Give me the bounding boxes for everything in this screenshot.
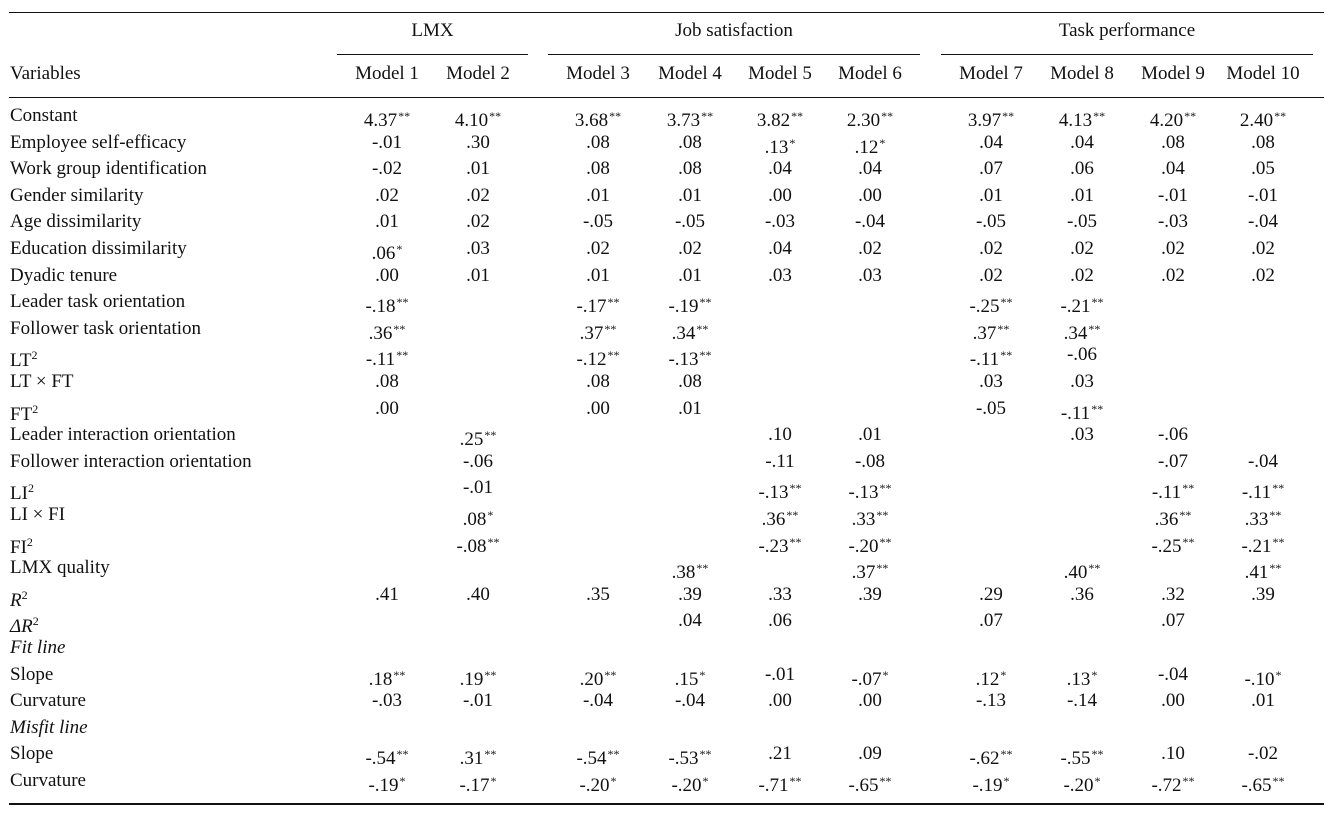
table-cell: .15*	[674, 667, 706, 690]
table-cell: .00	[586, 397, 610, 419]
table-cell: .37**	[851, 561, 889, 584]
table-cell: -.19*	[368, 774, 406, 796]
table-cell: -.20*	[579, 774, 617, 796]
table-cell: .03	[466, 238, 490, 259]
variable-label: Employee self-efficacy	[10, 131, 187, 153]
group-header: Task performance	[1058, 20, 1196, 41]
table-cell: -.01	[764, 663, 796, 685]
table-cell: .20**	[579, 667, 617, 690]
table-cell: .00	[1161, 690, 1185, 712]
table-cell: -.04	[1157, 663, 1189, 685]
table-cell: .08	[1251, 131, 1275, 153]
variable-label: Slope	[10, 743, 54, 765]
table-cell: .39	[858, 583, 882, 605]
table-cell: -.05	[975, 211, 1007, 233]
table-cell: -.72**	[1151, 774, 1195, 796]
table-cell: -.21**	[1060, 295, 1104, 318]
model-header: Model 6	[838, 63, 902, 84]
table-cell: -.04	[674, 690, 706, 712]
table-cell: -.71**	[758, 774, 802, 796]
table-cell: .30	[466, 131, 490, 153]
variable-label: Leader interaction orientation	[10, 424, 236, 446]
table-cell: .04	[678, 610, 702, 632]
model-header: Model 1	[355, 63, 419, 84]
table-cell: .04	[858, 158, 882, 180]
table-cell: -.08	[854, 450, 886, 472]
table-cell: .36**	[368, 321, 406, 344]
table-cell: .35	[586, 583, 610, 605]
variable-label: Work group identification	[10, 158, 207, 180]
table-cell: .33	[768, 583, 792, 605]
table-cell: -.54**	[365, 747, 409, 770]
bottom-rule	[9, 803, 1324, 805]
table-cell: -.11**	[365, 348, 409, 371]
table-cell: .02	[979, 264, 1003, 286]
table-cell: .37**	[579, 321, 617, 344]
table-cell: .08	[586, 371, 610, 392]
table-cell: .32	[1161, 583, 1185, 605]
model-header: Model 3	[566, 63, 630, 84]
variables-header: Variables	[10, 63, 81, 84]
table-cell: -.65**	[1241, 774, 1285, 796]
table-cell: .03	[1070, 371, 1094, 392]
table-cell: .03	[1070, 424, 1094, 446]
table-cell: -.54**	[576, 747, 620, 770]
table-cell: -.55**	[1060, 747, 1104, 770]
table-cell: .02	[858, 238, 882, 259]
table-cell: 4.10**	[454, 109, 502, 131]
model-header: Model 2	[446, 63, 510, 84]
table-cell: -.04	[1247, 211, 1279, 233]
table-cell: -.19*	[972, 774, 1010, 796]
group-underline	[941, 54, 1313, 55]
table-cell: .36**	[1154, 508, 1192, 530]
table-cell: .40	[466, 583, 490, 605]
table-cell: .00	[768, 184, 792, 206]
table-cell: -.10*	[1244, 667, 1282, 690]
variable-label: Slope	[10, 663, 54, 685]
table-cell: -.05	[975, 397, 1007, 419]
table-cell: .06	[1070, 158, 1094, 180]
table-cell: .04	[1161, 158, 1185, 180]
table-cell: -.53**	[668, 747, 712, 770]
table-cell: .01	[678, 184, 702, 206]
table-cell: -.19**	[668, 295, 712, 318]
table-cell: .13*	[764, 135, 796, 158]
table-cell: .01	[858, 424, 882, 446]
table-cell: .31**	[459, 747, 497, 770]
variable-label: Leader task orientation	[10, 291, 186, 313]
table-cell: -.13**	[848, 481, 892, 504]
table-cell: .08	[678, 131, 702, 153]
table-cell: -.06	[1157, 424, 1189, 446]
table-cell: -.17**	[576, 295, 620, 318]
table-cell: .39	[1251, 583, 1275, 605]
table-cell: .00	[858, 184, 882, 206]
table-cell: .36	[1070, 583, 1094, 605]
model-header: Model 10	[1226, 63, 1300, 84]
variable-label: $R^2$	[10, 587, 28, 611]
model-header: Model 9	[1141, 63, 1205, 84]
table-cell: -.04	[854, 211, 886, 233]
table-cell: .12*	[854, 135, 886, 158]
table-cell: -.01	[462, 477, 494, 499]
variable-label: Dyadic tenure	[10, 264, 118, 286]
table-cell: -.18**	[365, 295, 409, 318]
table-cell: .00	[375, 397, 399, 419]
table-cell: .05	[1251, 158, 1275, 180]
table-cell: .04	[979, 131, 1003, 153]
table-cell: .07	[979, 158, 1003, 180]
table-cell: -.25**	[969, 295, 1013, 318]
table-cell: -.02	[1247, 743, 1279, 765]
table-cell: .02	[586, 238, 610, 259]
top-rule	[9, 12, 1324, 13]
table-cell: .01	[1251, 690, 1275, 712]
table-cell: 4.20**	[1149, 109, 1197, 131]
table-cell: .07	[1161, 610, 1185, 632]
table-cell: -.08**	[456, 534, 500, 557]
table-cell: -.01	[1157, 184, 1189, 206]
table-cell: 4.13**	[1058, 109, 1106, 131]
table-cell: -.62**	[969, 747, 1013, 770]
table-cell: .41**	[1244, 561, 1282, 584]
table-cell: .08	[1161, 131, 1185, 153]
variable-label: Follower task orientation	[10, 317, 202, 339]
table-cell: .01	[979, 184, 1003, 206]
table-cell: .08	[678, 371, 702, 392]
table-cell: -.12**	[576, 348, 620, 371]
table-cell: .03	[979, 371, 1003, 392]
table-cell: .02	[1251, 238, 1275, 259]
table-cell: .38**	[671, 561, 709, 584]
table-cell: .02	[1070, 264, 1094, 286]
table-cell: -.23**	[758, 534, 802, 557]
table-cell: .21	[768, 743, 792, 765]
table-cell: -.14	[1066, 690, 1098, 712]
table-cell: 2.30**	[846, 109, 894, 131]
variable-label: $LT^2$	[10, 348, 38, 372]
table-cell: .01	[466, 158, 490, 180]
table-cell: -.13**	[668, 348, 712, 371]
variable-label: LI × FI	[10, 504, 66, 525]
variable-label: LT × FT	[10, 371, 74, 392]
table-cell: 3.73**	[666, 109, 714, 131]
table-cell: .34**	[671, 321, 709, 344]
table-cell: .00	[768, 690, 792, 712]
section-label: Fit line	[10, 637, 66, 658]
table-cell: .33**	[851, 508, 889, 530]
table-cell: .04	[768, 238, 792, 259]
table-cell: .19**	[459, 667, 497, 690]
table-cell: .02	[1161, 264, 1185, 286]
table-cell: -.02	[371, 158, 403, 180]
table-cell: .03	[858, 264, 882, 286]
section-label: Misfit line	[10, 716, 88, 738]
table-cell: .08	[586, 158, 610, 180]
table-cell: .03	[768, 264, 792, 286]
table-cell: .04	[768, 158, 792, 180]
table-cell: .36**	[761, 508, 799, 530]
table-cell: .18**	[368, 667, 406, 690]
table-cell: .06	[768, 610, 792, 632]
table-cell: -.05	[1066, 211, 1098, 233]
table-cell: .01	[678, 264, 702, 286]
model-header: Model 5	[748, 63, 812, 84]
table-cell: .08	[586, 131, 610, 153]
table-cell: .02	[466, 211, 490, 233]
model-header: Model 7	[959, 63, 1023, 84]
variable-label: $\Delta R^2$	[10, 614, 39, 638]
table-cell: 2.40**	[1239, 109, 1287, 131]
table-cell: -.20*	[671, 774, 709, 796]
table-cell: .06*	[371, 242, 403, 264]
table-cell: 3.82**	[756, 109, 804, 131]
table-cell: .08*	[462, 508, 494, 530]
table-cell: .01	[1070, 184, 1094, 206]
table-cell: .10	[768, 424, 792, 446]
table-cell: -.17*	[459, 774, 497, 796]
table-cell: .01	[678, 397, 702, 419]
table-cell: .07	[979, 610, 1003, 632]
table-cell: -.03	[764, 211, 796, 233]
table-cell: -.21**	[1241, 534, 1285, 557]
table-cell: -.04	[1247, 450, 1279, 472]
table-cell: .10	[1161, 743, 1185, 765]
table-cell: -.20*	[1063, 774, 1101, 796]
table-cell: .13*	[1066, 667, 1098, 690]
table-cell: -.07	[1157, 450, 1189, 472]
variable-label: Constant	[10, 105, 78, 126]
table-cell: -.01	[371, 131, 403, 153]
table-cell: -.01	[462, 690, 494, 712]
table-cell: -.11	[765, 450, 795, 472]
table-cell: .12*	[975, 667, 1007, 690]
variable-label: Age dissimilarity	[10, 211, 142, 233]
variable-label: LMX quality	[10, 557, 110, 579]
table-cell: .01	[466, 264, 490, 286]
table-cell: -.11**	[1060, 401, 1104, 424]
table-cell: .33**	[1244, 508, 1282, 530]
table-cell: .02	[979, 238, 1003, 259]
table-cell: .00	[858, 690, 882, 712]
table-cell: -.03	[371, 690, 403, 712]
group-header: Job satisfaction	[675, 20, 793, 41]
variable-label: Education dissimilarity	[10, 238, 187, 259]
table-cell: .25**	[459, 428, 497, 451]
table-cell: 3.97**	[967, 109, 1015, 131]
variable-label: $FI^2$	[10, 534, 33, 558]
group-underline	[337, 54, 528, 55]
variable-label: Curvature	[10, 770, 86, 791]
table-cell: -.11**	[1241, 481, 1285, 504]
table-cell: -.01	[1247, 184, 1279, 206]
table-cell: -.06	[1066, 344, 1098, 366]
table-cell: -.20**	[848, 534, 892, 557]
table-cell: .39	[678, 583, 702, 605]
table-cell: .00	[375, 264, 399, 286]
table-cell: .02	[375, 184, 399, 206]
variable-label: $LI^2$	[10, 481, 34, 505]
table-cell: .02	[678, 238, 702, 259]
table-cell: .08	[678, 158, 702, 180]
table-cell: 4.37**	[363, 109, 411, 131]
table-cell: -.25**	[1151, 534, 1195, 557]
group-header: LMX	[411, 20, 454, 41]
group-underline	[548, 54, 920, 55]
table-cell: -.05	[582, 211, 614, 233]
variable-label: $FT^2$	[10, 401, 39, 425]
table-cell: .01	[586, 264, 610, 286]
table-cell: .40**	[1063, 561, 1101, 584]
table-cell: -.05	[674, 211, 706, 233]
table-cell: .08	[375, 371, 399, 392]
table-cell: .41	[375, 583, 399, 605]
table-cell: .02	[1161, 238, 1185, 259]
table-cell: -.06	[462, 450, 494, 472]
table-cell: .34**	[1063, 321, 1101, 344]
table-cell: -.13**	[758, 481, 802, 504]
table-cell: .37**	[972, 321, 1010, 344]
table-cell: .02	[1070, 238, 1094, 259]
table-cell: -.03	[1157, 211, 1189, 233]
table-cell: .01	[586, 184, 610, 206]
table-cell: .04	[1070, 131, 1094, 153]
header-rule	[9, 97, 1324, 98]
table-cell: .01	[375, 211, 399, 233]
table-cell: 3.68**	[574, 109, 622, 131]
variable-label: Gender similarity	[10, 184, 144, 206]
table-cell: -.65**	[848, 774, 892, 796]
model-header: Model 4	[658, 63, 722, 84]
table-cell: -.13	[975, 690, 1007, 712]
variable-label: Curvature	[10, 690, 86, 712]
table-cell: -.11**	[1151, 481, 1195, 504]
table-cell: .09	[858, 743, 882, 765]
table-cell: -.11**	[969, 348, 1013, 371]
table-cell: .02	[1251, 264, 1275, 286]
table-cell: .02	[466, 184, 490, 206]
variable-label: Follower interaction orientation	[10, 450, 252, 472]
table-cell: .29	[979, 583, 1003, 605]
table-cell: -.07*	[851, 667, 889, 690]
table-cell: -.04	[582, 690, 614, 712]
model-header: Model 8	[1050, 63, 1114, 84]
